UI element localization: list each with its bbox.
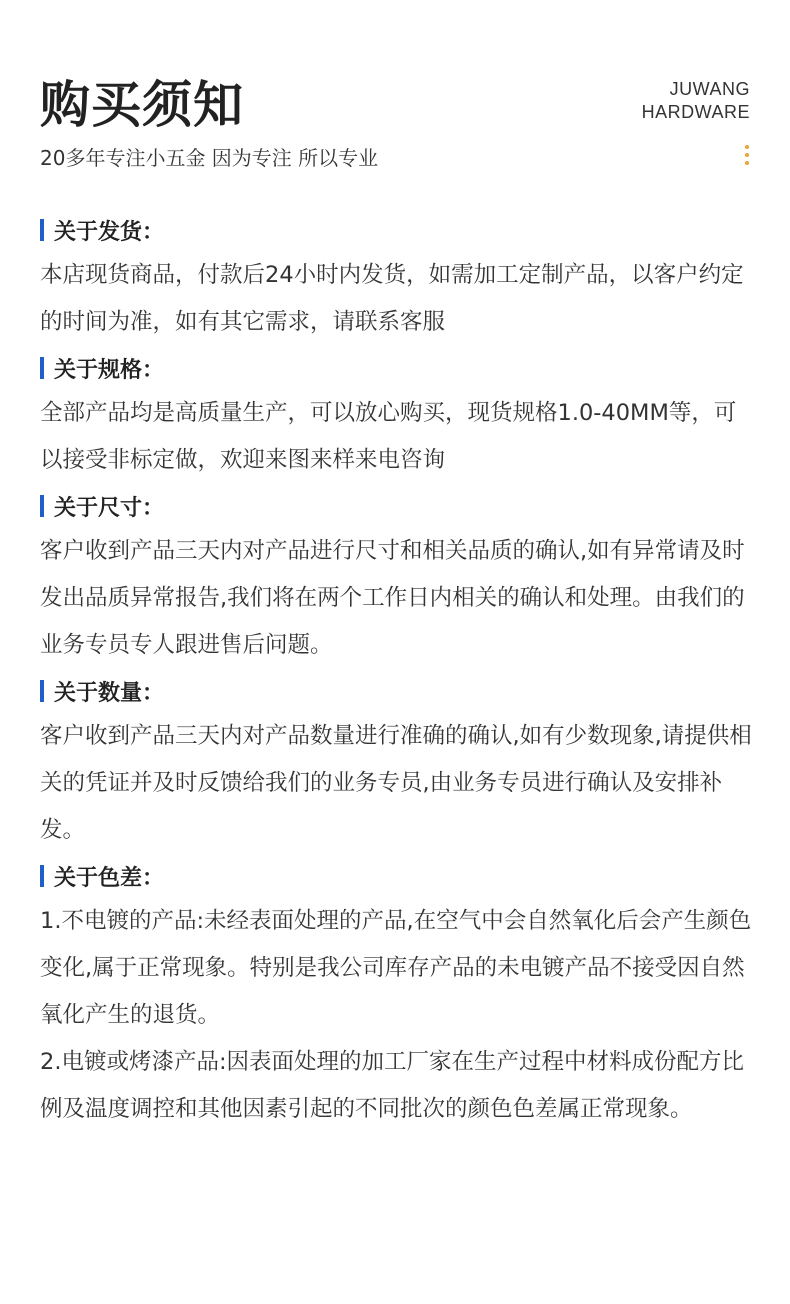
section-heading: 关于尺寸： bbox=[54, 495, 165, 521]
section-specification bbox=[40, 346, 752, 484]
section-heading: 关于色差： bbox=[54, 865, 165, 891]
page-subtitle: 20多年专注小五金 因为专注 所以专业 bbox=[40, 146, 379, 170]
page-title: 购买须知 bbox=[40, 76, 244, 134]
brand-logo-text bbox=[642, 78, 750, 124]
section-heading: 关于发货： bbox=[54, 219, 165, 245]
section-heading: 关于规格： bbox=[54, 357, 165, 383]
more-dots-icon bbox=[745, 145, 751, 165]
section-paragraph: 2.电镀或烤漆产品:因表面处理的加工厂家在生产过程中材料成份配方比例及温度调控和其他因素引起的不同批次的颜色色差属正常现象。 bbox=[40, 1049, 745, 1122]
section-paragraph: 客户收到产品三天内对产品数量进行准确的确认,如有少数现象,请提供相关的凭证并及时反馈给我们的业务专员,由业务专员进行确认及安排补发。 bbox=[40, 723, 752, 843]
section-quantity bbox=[40, 669, 752, 854]
section-size bbox=[40, 484, 752, 669]
section-paragraph: 本店现货商品，付款后24小时内发货，如需加工定制产品，以客户约定的时间为准，如有其它需求，请联系客服 bbox=[40, 262, 744, 335]
accent-bar bbox=[40, 865, 44, 887]
section-paragraph: 全部产品均是高质量生产，可以放心购买，现货规格1.0-40MM等，可以接受非标定做，欢迎来图来样来电咨询 bbox=[40, 400, 737, 473]
section-shipping bbox=[40, 208, 752, 346]
section-heading: 关于数量： bbox=[54, 680, 165, 706]
notice-content bbox=[40, 208, 752, 1133]
section-paragraph: 客户收到产品三天内对产品进行尺寸和相关品质的确认,如有异常请及时发出品质异常报告,我们将在两个工作日内相关的确认和处理。由我们的业务专员专人跟进售后问题。 bbox=[40, 538, 745, 658]
brand-line-2: HARDWARE bbox=[641, 102, 750, 122]
accent-bar bbox=[40, 219, 44, 241]
brand-line-1: JUWANG bbox=[669, 79, 750, 99]
section-paragraph: 1.不电镀的产品:未经表面处理的产品,在空气中会自然氧化后会产生颜色变化,属于正常现象。特别是我公司库存产品的未电镀产品不接受因自然氧化产生的退货。 bbox=[40, 908, 752, 1028]
section-color-difference bbox=[40, 854, 752, 1133]
accent-bar bbox=[40, 680, 44, 702]
accent-bar bbox=[40, 495, 44, 517]
accent-bar bbox=[40, 357, 44, 379]
